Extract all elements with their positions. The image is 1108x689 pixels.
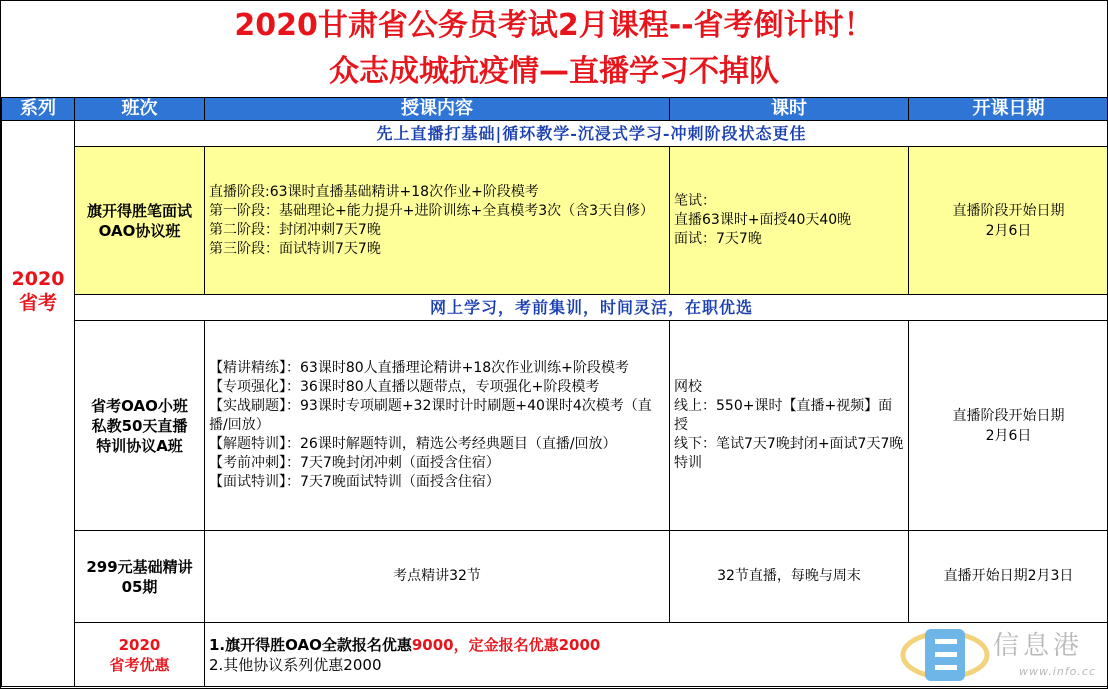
series-cell [2, 121, 75, 687]
course2-content-line: 【考前冲刺】：7天7晚封闭冲刺（面授含住宿） [209, 455, 500, 471]
watermark-text: 信息港 [993, 631, 1084, 661]
banner-2: 网上学习，考前集训，时间灵活，在职优选 [75, 295, 1108, 321]
offer-line-1 [209, 635, 1104, 655]
watermark-url: www.info.cc [1019, 665, 1097, 678]
course2-content-line: 【精讲精练】：63课时80人直播理论精讲+18次作业训练+阶段模考 [209, 360, 629, 376]
header-series: 系列 [2, 98, 75, 121]
page-title [1, 1, 1107, 97]
offer-label [75, 623, 205, 687]
course3-date: 直播开始日期2月3日 [909, 531, 1108, 623]
banner-row-1 [2, 121, 1108, 147]
course2-content-line: 【解题特训】：26课时解题特训，精选公考经典题目（直播/回放） [209, 436, 617, 452]
course1-hours-line: 笔试： [674, 193, 716, 209]
course1-name-line2: OAO协议班 [98, 221, 181, 240]
course3-hours: 32节直播，每晚与周末 [670, 531, 909, 623]
course3-name [75, 531, 205, 623]
banner-row-2 [2, 295, 1108, 321]
course1-content [205, 147, 670, 295]
course1-date [909, 147, 1108, 295]
course2-hours-line: 线上：550+课时【直播+视频】面授 [674, 398, 893, 433]
course1-content-line: 第二阶段：封闭冲刺7天7晚 [209, 221, 381, 238]
course2-date [909, 321, 1108, 531]
offer-line-1-amount: 9000，定金报名优惠2000 [411, 635, 601, 654]
course2-hours-line: 网校 [674, 379, 702, 395]
course2-name-line3: 特训协议A班 [96, 436, 183, 455]
course2-content-line: 【实战刷题】：93课时专项刷题+32课时计时刷题+40课时4次模考（直播/回放） [209, 398, 652, 433]
title-line-2: 众志成城抗疫情—直播学习不掉队 [329, 54, 779, 89]
series-name: 省考 [18, 292, 57, 314]
course1-date-line2: 2月6日 [985, 222, 1032, 239]
header-class: 班次 [75, 98, 205, 121]
course1-date-line1: 直播阶段开始日期 [952, 202, 1065, 219]
course2-name-line2: 私教50天直播 [91, 416, 188, 435]
course1-name [75, 147, 205, 295]
course3-content: 考点精讲32节 [205, 531, 670, 623]
offer-row [2, 623, 1108, 687]
course1-content-line: 第一阶段：基础理论+能力提升+进阶训练+全真模考3次（含3天自修） [209, 202, 655, 219]
course2-content [205, 321, 670, 531]
course2-hours [670, 321, 909, 531]
banner-1: 先上直播打基础|循环教学-沉浸式学习-冲刺阶段状态更佳 [75, 121, 1108, 147]
course1-hours-line: 面试：7天7晚 [674, 231, 762, 247]
course-row-3 [2, 531, 1108, 623]
course2-date-line2: 2月6日 [985, 427, 1032, 444]
header-start-date: 开课日期 [909, 98, 1108, 121]
course2-content-line: 【面试特训】：7天7晚面试特训（面授含住宿） [209, 474, 500, 490]
course1-hours-line: 直播63课时+面授40天40晚 [674, 212, 852, 228]
header-row [2, 98, 1108, 121]
course-row-1 [2, 147, 1108, 295]
course1-content-line: 第三阶段：面试特训7天7晚 [209, 240, 381, 257]
series-year: 2020 [11, 268, 65, 290]
course2-name-line1: 省考OAO小班 [91, 396, 188, 415]
offer-label-line1: 2020 [118, 635, 161, 654]
course-row-2 [2, 321, 1108, 531]
course2-name [75, 321, 205, 531]
course3-name-line2: 05期 [121, 577, 158, 596]
offer-label-line2: 省考优惠 [109, 655, 170, 674]
offer-line-1-prefix: 1.旗开得胜OAO全款报名优惠 [209, 635, 412, 654]
course1-name-line1: 旗开得胜笔面试 [86, 201, 192, 220]
course1-content-line: 直播阶段:63课时直播基础精讲+18次作业+阶段模考 [209, 183, 539, 200]
course1-hours [670, 147, 909, 295]
title-line-1: 2020甘肃省公务员考试2月课程--省考倒计时！ [234, 8, 874, 43]
course2-content-line: 【专项强化】：36课时80人直播以题带点，专项强化+阶段模考 [209, 379, 600, 395]
header-hours: 课时 [670, 98, 909, 121]
course2-date-line1: 直播阶段开始日期 [952, 407, 1065, 424]
header-content: 授课内容 [205, 98, 670, 121]
course3-name-line1: 299元基础精讲 [86, 557, 193, 576]
course-table [1, 97, 1108, 687]
offer-content [205, 623, 1108, 687]
offer-line-2: 2.其他协议系列优惠2000 [209, 655, 382, 674]
course2-hours-line: 线下：笔试7天7晚封闭+面试7天7晚特训 [674, 436, 904, 471]
